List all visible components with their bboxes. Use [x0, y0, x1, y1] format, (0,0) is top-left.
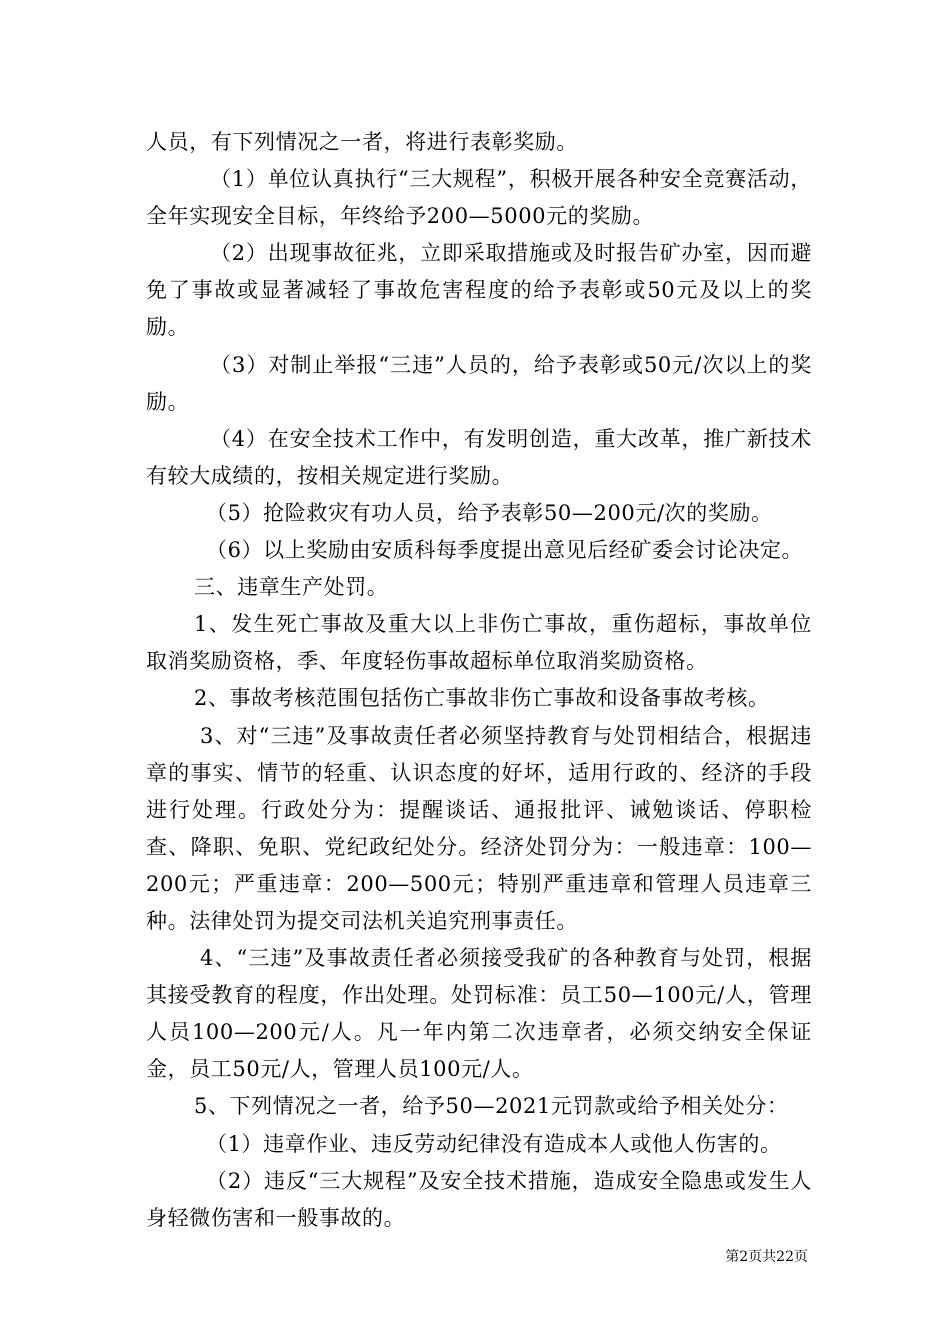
paragraph-reward-3: （3）对制止举报“三违”人员的，给予表彰或50元/次以上的奖励。 — [146, 352, 812, 414]
paragraph-reward-5: （5）抢险救灾有功人员，给予表彰50—200元/次的奖励。 — [206, 500, 773, 525]
paragraph-penalty-5: 5、下列情况之一者，给予50—2021元罚款或给予相关处分： — [194, 1094, 789, 1119]
paragraph-reward-6: （6）以上奖励由安质科每季度提出意见后经矿委会讨论决定。 — [206, 538, 804, 563]
paragraph-penalty-2: 2、事故考核范围包括伤亡事故非伤亡事故和设备事故考核。 — [194, 686, 770, 711]
document-body — [146, 124, 812, 1237]
paragraph-reward-4: （4）在安全技术工作中，有发明创造，重大改革，推广新技术有较大成绩的，按相关规定进行奖励。 — [146, 426, 812, 488]
paragraph-penalty-5-item-1: （1）违章作业、违反劳动纪律没有造成本人或他人伤害的。 — [206, 1131, 782, 1156]
paragraph-reward-2: （2）出现事故征兆，立即采取措施或及时报告矿办室，因而避免了事故或显著减轻了事故危害程度的给予表彰或50元及以上的奖励。 — [146, 241, 812, 340]
paragraph-continuation: 人员，有下列情况之一者，将进行表彰奖励。 — [146, 130, 578, 154]
paragraph-reward-1: （1）单位认真执行“三大规程”，积极开展各种安全竞赛活动，全年实现安全目标，年终给予200—5000元的奖励。 — [146, 167, 812, 229]
paragraph-penalty-1: 1、发生死亡事故及重大以上非伤亡事故，重伤超标，事故单位取消奖励资格，季、年度轻伤事故超标单位取消奖励资格。 — [146, 612, 812, 674]
page-number-footer: 第2页共22页 — [725, 1249, 808, 1265]
section-heading-penalty: 三、违章生产处罚。 — [194, 575, 389, 600]
paragraph-penalty-3: 3、对“三违”及事故责任者必须坚持教育与处罚相结合，根据违章的事实、情节的轻重、认识态度的好坏，适用行政的、经济的手段进行处理。行政处分为：提醒谈话、通报批评、诫勉谈话、停职检查、降职、免职、党纪政纪处分。经济处罚分为：一般违章：100—200元；严重违章：200—500元；特别严重违章和管理人员违章三种。法律处罚为提交司法机关追究刑事责任。 — [146, 723, 812, 933]
paragraph-penalty-4: 4、“三违”及事故责任者必须接受我矿的各种教育与处罚，根据其接受教育的程度，作出处理。处罚标准：员工50—100元/人，管理人员100—200元/人。凡一年内第二次违章者，必须交纳安全保证金，员工50元/人，管理人员100元/人。 — [146, 946, 812, 1082]
paragraph-penalty-5-item-2: （2）违反“三大规程”及安全技术措施，造成安全隐患或发生人身轻微伤害和一般事故的。 — [146, 1168, 812, 1230]
